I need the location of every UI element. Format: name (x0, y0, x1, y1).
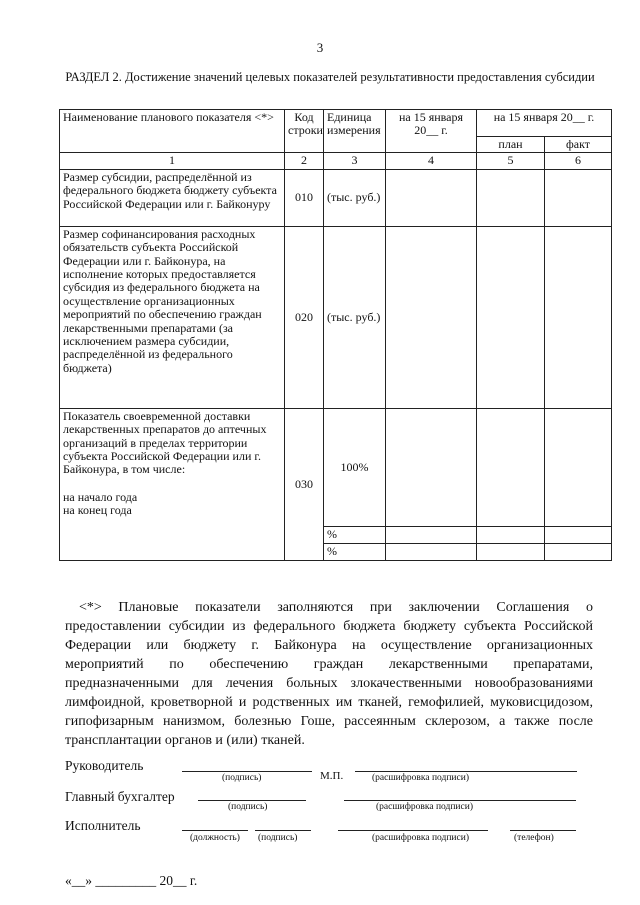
col-number: 1 (60, 153, 285, 169)
accountant-decode-line[interactable] (344, 800, 576, 801)
header-fact: факт (545, 137, 612, 153)
executor-signature-line[interactable] (255, 830, 311, 831)
table-row (60, 226, 612, 408)
stamp-label: М.П. (320, 770, 344, 782)
row-code: 020 (285, 226, 324, 408)
head-signature-line[interactable] (182, 771, 312, 772)
header-code: Код строки (285, 110, 324, 153)
signature-caption: (подпись) (222, 773, 262, 783)
value-cell[interactable] (386, 543, 477, 560)
fact-cell[interactable] (545, 526, 612, 543)
footnote: <*> Плановые показатели заполняются при заключении Соглашения о предоставлении субсидии из федерального бюджета бюджету субъекта Российской Федерации или бюджету г. Байконура на осуществление организационных мероприятий по обеспечению граждан лекарственными препаратами, предназначенными для лечения больных злокачественными новообразованиями лимфоидной, кроветворной и родственных им тканей, гемофилией, муковисцидозом, гипофизарным нанизмом, болезнью Гоше, рассеянным склерозом, а также после трансплантации органов и (или) тканей. (65, 600, 593, 748)
plan-cell[interactable] (477, 226, 545, 408)
col-number: 3 (324, 153, 386, 169)
decode-caption: (расшифровка подписи) (372, 833, 469, 843)
value-cell[interactable] (386, 226, 477, 408)
executor-position-line[interactable] (182, 830, 248, 831)
executor-label: Исполнитель (65, 818, 141, 833)
plan-cell[interactable] (477, 169, 545, 226)
accountant-signature-line[interactable] (198, 800, 306, 801)
fact-cell[interactable] (545, 543, 612, 560)
plan-cell[interactable] (477, 526, 545, 543)
fact-cell[interactable] (545, 169, 612, 226)
row-unit: (тыс. руб.) (324, 226, 386, 408)
header-plan: план (477, 137, 545, 153)
sub-row-unit: % (324, 543, 386, 560)
section-title: РАЗДЕЛ 2. Достижение значений целевых показателей результативности предоставления субсидии (65, 70, 595, 84)
sub-row-unit: % (324, 526, 386, 543)
sub-row-label: на начало года (63, 489, 138, 504)
col-number: 6 (545, 153, 612, 169)
row-unit: 100% (324, 408, 386, 526)
head-decode-line[interactable] (355, 771, 577, 772)
row-code: 010 (285, 169, 324, 226)
header-jan-b: на 15 января 20__ г. (477, 110, 612, 137)
column-numbers-row (60, 153, 612, 169)
signature-caption: (подпись) (258, 833, 298, 843)
head-label: Руководитель (65, 758, 144, 773)
col-number: 5 (477, 153, 545, 169)
decode-caption: (расшифровка подписи) (372, 773, 469, 783)
plan-cell[interactable] (477, 543, 545, 560)
fact-cell[interactable] (545, 226, 612, 408)
accountant-label: Главный бухгалтер (65, 789, 175, 804)
table-row (60, 169, 612, 226)
row-unit: (тыс. руб.) (324, 169, 386, 226)
value-cell[interactable] (386, 408, 477, 526)
page-number: 3 (316, 40, 324, 55)
decode-caption: (расшифровка подписи) (376, 802, 473, 812)
sub-row-label: на конец года (63, 503, 132, 518)
fact-cell[interactable] (545, 408, 612, 526)
col-number: 4 (386, 153, 477, 169)
phone-caption: (телефон) (514, 833, 554, 843)
table-row (60, 408, 612, 526)
executor-phone-line[interactable] (510, 830, 576, 831)
executor-decode-line[interactable] (338, 830, 488, 831)
header-jan-a: на 15 января 20__ г. (386, 110, 477, 153)
value-cell[interactable] (386, 526, 477, 543)
position-caption: (должность) (190, 833, 240, 843)
date-line: «__» _________ 20__ г. (65, 873, 198, 888)
row-name-text: Показатель своевременной доставки лекарственных препаратов до аптечных организаций в пределах территории субъекта Российской Федерации или г. Байконура, в том числе: (63, 408, 267, 477)
col-number: 2 (285, 153, 324, 169)
plan-cell[interactable] (477, 408, 545, 526)
header-name: Наименование планового показателя <*> (60, 110, 285, 153)
row-name: Размер софинансирования расходных обязательств субъекта Российской Федерации или г. Байконура, на исполнение которых предоставляется субсидия из федерального бюджета на осуществление организационных мероприятий по обеспечению граждан лекарственными препаратами (за исключением размера субсидии, распределённой из федерального бюджета) (60, 226, 285, 408)
row-code: 030 (285, 408, 324, 560)
value-cell[interactable] (386, 169, 477, 226)
header-unit: Единица измерения (324, 110, 386, 153)
signature-caption: (подпись) (228, 802, 268, 812)
row-name (60, 408, 285, 560)
indicators-table (59, 109, 612, 561)
row-name: Размер субсидии, распределённой из федерального бюджета бюджету субъекта Российской Федерации или г. Байконуру (60, 169, 285, 226)
